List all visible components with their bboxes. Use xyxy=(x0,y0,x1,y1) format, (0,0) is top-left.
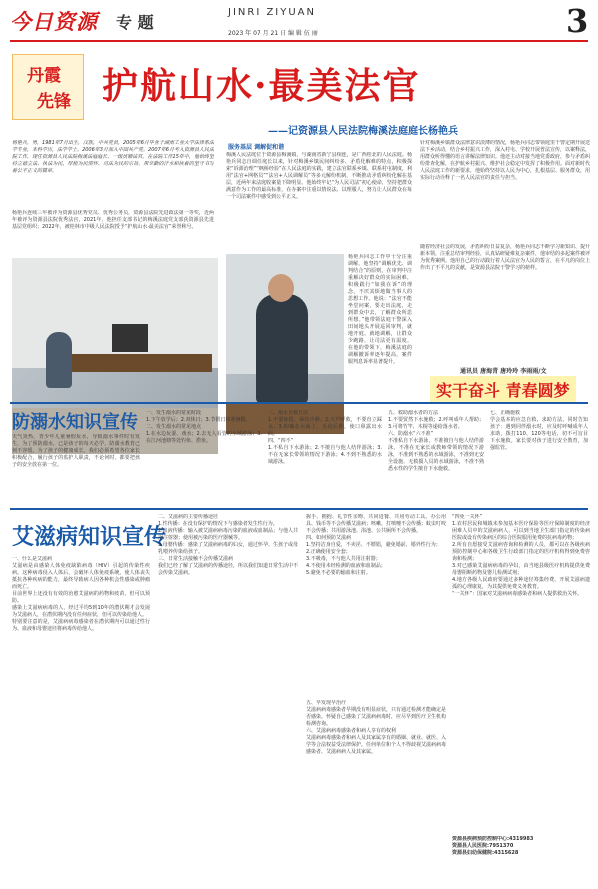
feature-intro-2: 杨艳兵连续三年被评为资源县优秀党员、优秀公务员，资源县法院先进政法第一等奖，近两年被评为资源县法院优秀法官，2021年，他担任支部书记的梅溪法庭党支部获资源县先进基层党组织；2022年，被桂林市中级人民法院授予“护航山水·最美法官”荣誉称号。 xyxy=(12,210,214,230)
aids-col4: 五、早发现早治疗 艾滋病病毒感染者早期没有明显症状，只有通过检测才能确定是否感染。怀疑自己感染了艾滋病病毒时，应尽早到医疗卫生机构检测咨询。 六、艾滋病病毒感染者和病人享有的权利 艾滋病病毒感染者和病人及其家属享有的婚姻、就业、就医、入学等合法权益受法律保护。任何单位和个人不得歧视艾滋病病毒感染者、艾滋病病人及其家属。 xyxy=(306,700,446,755)
feature-col4: 针对梅溪乡镇群众法律意识淡薄的情况，杨艳兵同志带领庭里干警定期开展送法下乡活动，结合乡村振兴工作，深入村屯、学校开展普法宣传，以案释法，用群众听得懂的语言讲解法律知识。他还主动对接当地党委政府，参与矛盾纠纷排查化解，在护航乡村振兴、维护社会稳定中发挥了积极作用。面对新时代人民法庭工作的新要求，他始终坚持以人民为中心，扎根基层、服务群众，用实际行动诠释了一名人民法官的责任与担当。 xyxy=(420,140,590,181)
feature-badge xyxy=(12,54,84,120)
feature-headline: 护航山水·最美法官 xyxy=(102,65,421,107)
page-number: 3 xyxy=(566,2,589,40)
feature-photo-2 xyxy=(226,254,344,434)
feature-subheadline: ——记资源县人民法院梅溪法庭庭长杨艳兵 xyxy=(268,126,458,137)
aids-contacts: 资源县疾病预防控制中心:4319983 资源县人民医院:7951370 资源县妇幼保健院:4315628 xyxy=(452,836,534,856)
masthead xyxy=(0,0,598,44)
masthead-date: 2023 年 07 月 21 日 编 辑 伍 丽 xyxy=(228,30,318,37)
aids-col1: 一、什么是艾滋病 艾滋病是由感染人体免疫缺陷病毒（HIV）引起的传染性疾病。这种病毒侵入人体后，会破坏人体免疫系统，使人体丧失抵抗各种疾病的能力，最终导致病人因各种机会性感染或肿瘤而死亡。 目前世界上还没有有效的治愈艾滋病的药物和疫苗，但可以预防。 感染上艾滋病病毒的人，经过平均5到10年的潜伏期才会发展为艾滋病人，在潜伏期内没有任何症状，但可以传染给他人。 特别要注意的是，艾滋病病毒感染者在潜伏期内可以通过性行为、血液和母婴途径将病毒传给他人。 xyxy=(12,556,150,632)
photo-desk xyxy=(72,354,212,372)
aids-title: 艾滋病知识宣传 xyxy=(12,524,167,550)
feature-slogan: 实干奋斗 青春圆梦 xyxy=(430,376,576,403)
feature-byline: 通讯员 唐海青 唐玲玲 李雨雨/文 xyxy=(460,368,547,375)
column-logo: 专 题 xyxy=(116,13,154,32)
feature-intro: 杨艳兵，男，1981年7月出生，汉族，中共党员，2005年6月毕业于湖南工业大学法律系法学专业，本科学历，法学学士。2006年3月加入中国共产党。2007年6月考入资源县人民法院工作，现任资源县人民法院梅溪法庭庭长、一级员额法官。在法院工作15年中，他始终坚持立德立法、执法为民，厚植为民情怀、司法为民的宗旨，用辛勤的汗水和执着的坚守书写着公平正义的篇章。 xyxy=(12,140,214,174)
flood-title: 防溺水知识宣传 xyxy=(12,412,138,433)
aids-col5: “四免一关怀” 1.农村居民和城镇未参加基本医疗保险等医疗保障制度的经济困难人员中的艾滋病病人，可以到当地卫生部门指定的传染病医院或设有传染病区的综合医院服用免费的抗病毒药物； 2.所有自愿接受艾滋病咨询和检测的人员，都可以在各级疾病预防控制中心和各级卫生行政部门指定的医疗机构得到免费咨询和检测； 3.对已感染艾滋病病毒的孕妇，由当地县级医疗机构提供免费母婴阻断药物及婴儿检测试剂； 4.地方各级人民政府要通过多种途径筹集经费，开展艾滋病遗孤的心理康复，为其提供免费义务教育。 “一关怀”：国家对艾滋病病毒感染者和病人提供救治关怀。 xyxy=(452,514,590,597)
badge-line1: 丹霞 xyxy=(27,66,61,86)
masthead-pinyin: JINRI ZIYUAN xyxy=(228,7,317,18)
aids-divider xyxy=(10,508,588,510)
aids-col2: 二、艾滋病的主要传播途径 1.性传播：在没有保护的情况下与感染者发生性行为。 2.血液传播：输入被艾滋病病毒污染的血液或血制品；与他人共用注射器；使用被污染的医疗器械等。 3.母婴传播：感染了艾滋病病毒的妇女，通过怀孕、生孩子或母乳喂养传染给孩子。 三、日常生活接触不会传播艾滋病 我们已经了解了艾滋病的传播途径，所以我们知道日常生活中不会传染艾滋病。 xyxy=(158,514,298,576)
photo2-person xyxy=(256,294,308,404)
feature-col3: 杨艳兵同志工作中十分注重调解，他坚持“调解优先、调判结合”的原则，在审判中注重解决好群众的实际困难，积极践行“如我在诉”的理念，不厌其烦地做当事人的思想工作。他说：“法官不能坐堂问案，要走出法庭，走到群众中去，了解群众所思所想。”他带领法庭干警深入田间地头开展巡回审判，就地开庭、就地调解，让群众少跑路，让司法更有温度。在他的带领下，梅溪法庭的调解撤诉率逐年提高，案件服判息诉率显著提升。 xyxy=(348,254,412,365)
flood-col4: 五、救助溺水者的方法 1.不要贸然下水施救；2.呼叫成年人帮助；3.可将竹竿、木棍等递给落水者。 六、防溺水“六不准” 不准私自下水游泳，不准擅自与他人结伴游泳，不准在无家长或教师带领的情况下游泳，不准到不熟悉的水域游泳，不准到无安全设施、无救援人员的水域游泳，不准不熟悉水性的学生擅自下水施救。 xyxy=(388,410,484,472)
flood-col5: 七、正确施救 学会基本的应急自救、求助方法，同时告知孩子：遇到同伴溺水时，应及时呼喊成年人求助，拨打110、120等电话，切不可盲目下水施救。家长要对孩子进行安全教育，加强监管。 xyxy=(490,410,588,451)
paper-logo: 今日资源 xyxy=(10,9,98,34)
flood-col1: 天气炎热，青少年儿童暑假玩水，导致溺水事件时有发生，为了预防溺水，已是孩子的每天必学，防溺水教育已刻不容缓。为了孩子的健康成长，我们必须希望各位家长积极配合，履行孩子的监护人职责，不论何时，都要把孩子的安全放在第一位。 xyxy=(12,434,140,468)
feature-col2: 梅溪人民法庭位于资源县梅溪镇，与湖南省新宁县相连，是广西桂北的人民法庭。杨艳兵同志自调任庭长以来，针对梅溪乡镇民间纠纷多、矛盾化解难的特点，积极探索“诉源治理”“枫桥经验”在人民法庭的实践，建立法官联系乡镇、联系村屯制度，利用“法官+网格员”“法官+人民调解员”等多元解纷机制，不断推动矛盾纠纷化解在基层，近两年来法庭收案量下降明显。他始终牢记“为人民司法”初心使命，坚持把群众满意作为工作的最高标准，在办案中注重以情说法、以理服人，努力让人民群众在每一个司法案件中感受到公平正义。 xyxy=(226,152,412,200)
photo2-head xyxy=(268,274,294,302)
aids-col3: 握手、拥抱、礼节性亲吻、共同进餐、共用劳动工具、办公用具、钱币等不会传播艾滋病；咳嗽、打喷嚏不会传播；蚊虫叮咬不会传播；共用游泳池、浴池、公共厕所不会传播。 四、如何预防艾滋病 1.坚持洁身自爱，不卖淫、不嫖娼，避免婚前、婚外性行为； 2.正确使用安全套； 3.不吸毒，不与他人共用注射器； 4.不使用未经检测的血液和血制品； 5.避免不必要的输血和注射。 xyxy=(306,514,446,576)
flood-col2: 一、发生溺水的常见时段 1.下午放学后；2.双休日；3.节假日和寒暑假。 二、发生溺水的常见地点 1.在水边玩耍、戏水；2.去无人看管的水域游泳；3.在江河池塘等处钓鱼、捞鱼。 xyxy=(146,410,262,444)
flood-divider xyxy=(10,402,588,404)
photo-person xyxy=(46,332,72,388)
feature-caption: 服务基层 调解促和谐 xyxy=(228,144,285,151)
badge-line2: 先锋 xyxy=(37,92,71,112)
photo-monitor xyxy=(112,324,148,352)
flood-col3: 三、溺水自救方法 1.不要惊慌，保持冷静；2.大声呼救，不要直立踩水；3.仰躺在水面上，头向后仰，使口鼻露出水面。 四、“四不” 1.不私自下水游泳；2.不擅自与他人结伴游泳；3.不在无家长带领的情况下游泳；4.不到不熟悉的水域游泳。 xyxy=(268,410,382,465)
masthead-divider xyxy=(10,40,588,42)
feature-col4b: 随着经济社会的发展，矛盾纠纷日益复杂，杨艳兵同志不断学习新知识、提升新本领，注重总结审判经验，认真钻研疑难复杂案件，他审结的多起案件被评为优秀案例。他用自己的行动践行着人民法官为人民的誓言，在平凡的岗位上作出了不平凡的贡献，是资源县法院干警学习的榜样。 xyxy=(420,244,590,271)
